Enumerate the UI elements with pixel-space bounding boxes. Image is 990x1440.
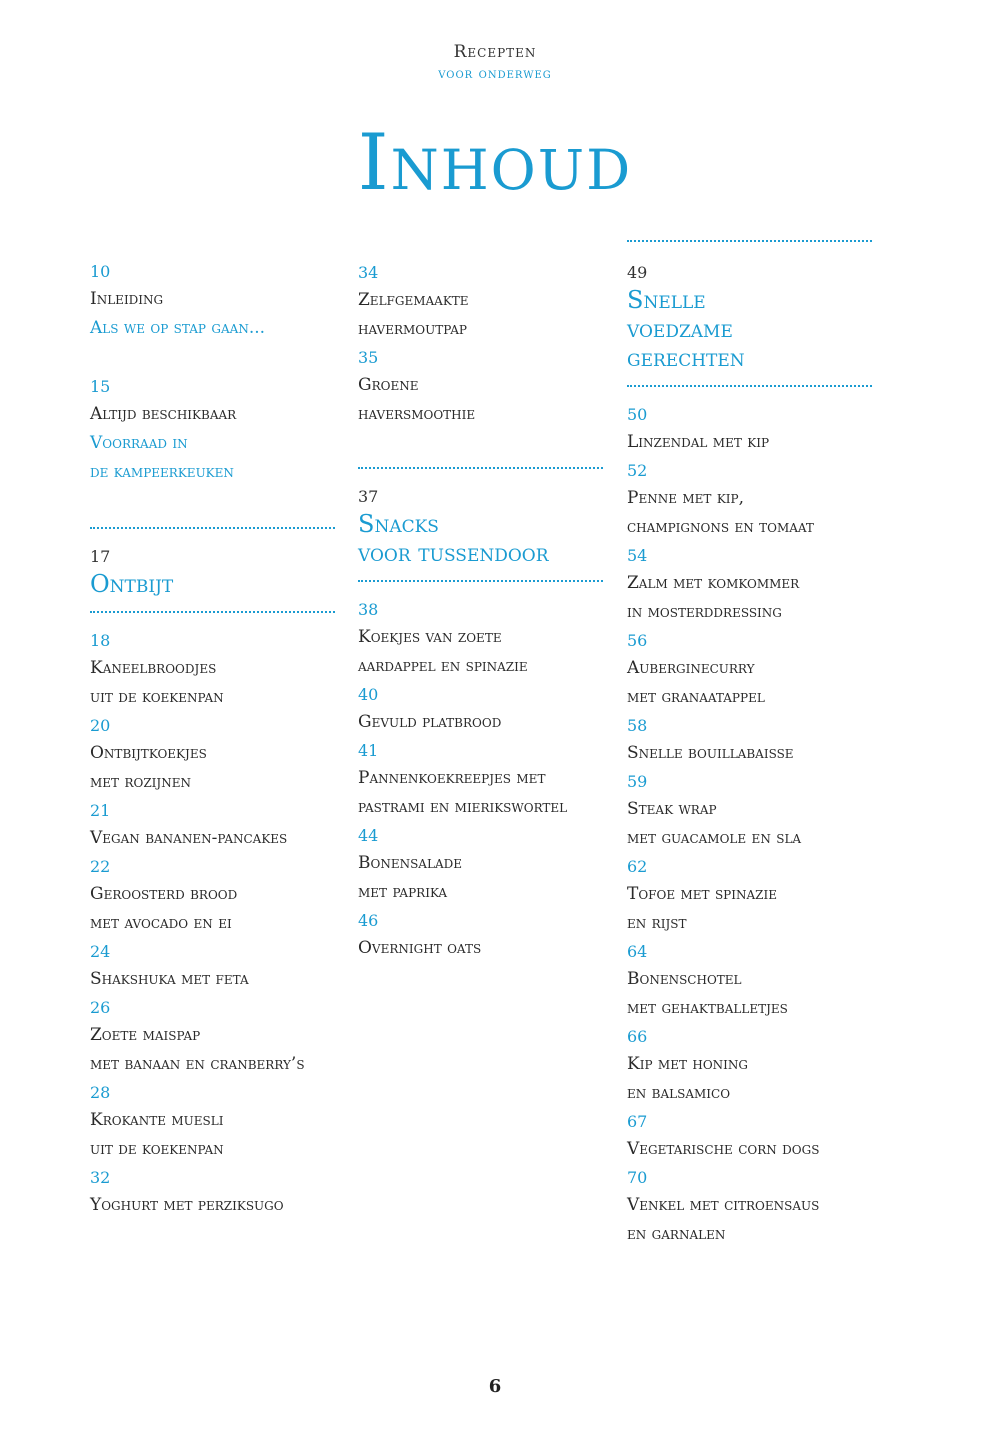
page-number: 34 bbox=[358, 263, 379, 282]
entry-title-line: met banaan en cranberry’s bbox=[90, 1054, 305, 1074]
page-title: Inhoud bbox=[357, 118, 633, 208]
page-number: 46 bbox=[358, 911, 379, 930]
page-number: 20 bbox=[90, 716, 111, 735]
entry-title-line: Zoete maispap bbox=[90, 1025, 201, 1045]
book-title: Recepten bbox=[453, 42, 537, 62]
toc-entry[interactable] bbox=[627, 712, 872, 768]
toc-entry[interactable] bbox=[90, 994, 335, 1079]
entry-title-line: Bonensalade bbox=[358, 853, 462, 873]
entry-title-line: champignons en tomaat bbox=[627, 517, 814, 537]
page-number: 54 bbox=[627, 546, 648, 565]
toc-entry[interactable] bbox=[627, 1164, 872, 1249]
page-number: 15 bbox=[90, 377, 111, 396]
entry-title-line: in mosterddressing bbox=[627, 602, 782, 622]
page-number: 24 bbox=[90, 942, 111, 961]
page-number: 37 bbox=[358, 487, 379, 506]
toc-entry[interactable] bbox=[358, 737, 603, 822]
toc-section-snacks[interactable] bbox=[358, 483, 603, 568]
page-number: 17 bbox=[90, 547, 111, 566]
toc-entry[interactable] bbox=[90, 853, 335, 938]
entry-title-line: uit de koekenpan bbox=[90, 687, 224, 707]
entry-title-line: Vegan bananen-pancakes bbox=[90, 828, 288, 848]
entry-title-line: Kaneelbroodjes bbox=[90, 658, 217, 678]
entry-title-line: Tofoe met spinazie bbox=[627, 884, 777, 904]
page-number: 58 bbox=[627, 716, 648, 735]
page-number-footer: 6 bbox=[488, 1376, 502, 1397]
page-number: 28 bbox=[90, 1083, 111, 1102]
toc-entry[interactable] bbox=[358, 681, 603, 737]
page-number: 67 bbox=[627, 1112, 648, 1131]
toc-entry[interactable] bbox=[358, 259, 603, 344]
entry-title-line: Kip met honing bbox=[627, 1054, 749, 1074]
page-number: 40 bbox=[358, 685, 379, 704]
toc-entry[interactable] bbox=[627, 542, 872, 627]
toc-column-2 bbox=[358, 259, 603, 963]
toc-entry[interactable] bbox=[358, 344, 603, 429]
toc-section-ontbijt[interactable] bbox=[90, 543, 335, 599]
entry-title-line: havermoutpap bbox=[358, 319, 467, 339]
section-title: Ontbijt bbox=[90, 570, 174, 598]
toc-section-snelle-gerechten[interactable] bbox=[627, 259, 872, 373]
entry-title-line: Gevuld platbrood bbox=[358, 712, 502, 732]
page-number: 50 bbox=[627, 405, 648, 424]
toc-entry[interactable] bbox=[627, 1023, 872, 1108]
toc-entry-stock[interactable] bbox=[90, 373, 335, 487]
entry-title-line: en rijst bbox=[627, 913, 687, 933]
toc-entry[interactable] bbox=[627, 627, 872, 712]
toc-entry[interactable] bbox=[90, 627, 335, 712]
page-number: 56 bbox=[627, 631, 648, 650]
toc-entry[interactable] bbox=[627, 457, 872, 542]
entry-title-line: Ontbijtkoekjes bbox=[90, 743, 207, 763]
book-subtitle: voor onderweg bbox=[438, 66, 552, 82]
entry-title-line: Yoghurt met perziksugo bbox=[90, 1195, 284, 1215]
entry-title-line: Koekjes van zoete bbox=[358, 627, 502, 647]
entry-title-line: met guacamole en sla bbox=[627, 828, 802, 848]
entry-title-line: Overnight oats bbox=[358, 938, 482, 958]
toc-entry-intro[interactable] bbox=[90, 258, 335, 343]
entry-title-line: haversmoothie bbox=[358, 404, 476, 424]
toc-entry[interactable] bbox=[90, 938, 335, 994]
section-title: gerechten bbox=[627, 344, 745, 372]
page-number: 21 bbox=[90, 801, 111, 820]
toc-entry[interactable] bbox=[90, 712, 335, 797]
entry-title-line: Linzendal met kip bbox=[627, 432, 770, 452]
toc-entry[interactable] bbox=[627, 1108, 872, 1164]
spacer bbox=[90, 343, 335, 373]
section-title: voor tussendoor bbox=[358, 539, 549, 567]
page-number: 32 bbox=[90, 1168, 111, 1187]
entry-title-line: Zalm met komkommer bbox=[627, 573, 800, 593]
page-number: 38 bbox=[358, 600, 379, 619]
entry-title: Inleiding bbox=[90, 289, 164, 309]
page-number: 70 bbox=[627, 1168, 648, 1187]
page-number: 22 bbox=[90, 857, 111, 876]
page-number: 64 bbox=[627, 942, 648, 961]
page-number: 49 bbox=[627, 263, 648, 282]
page-number: 26 bbox=[90, 998, 111, 1017]
entry-title-line: Auberginecurry bbox=[627, 658, 755, 678]
entry-title-line: uit de koekenpan bbox=[90, 1139, 224, 1159]
page-number: 59 bbox=[627, 772, 648, 791]
toc-entry[interactable] bbox=[627, 768, 872, 853]
page-number: 35 bbox=[358, 348, 379, 367]
toc-entry[interactable] bbox=[358, 822, 603, 907]
entry-title-line: Venkel met citroensaus bbox=[627, 1195, 820, 1215]
entry-title-line: Vegetarische corn dogs bbox=[627, 1139, 820, 1159]
entry-title-line: Steak wrap bbox=[627, 799, 717, 819]
toc-entry[interactable] bbox=[627, 401, 872, 457]
entry-title-line: met rozijnen bbox=[90, 772, 191, 792]
entry-title: Altijd beschikbaar bbox=[90, 404, 237, 424]
toc-column-3 bbox=[627, 240, 872, 1249]
entry-subtitle: Als we op stap gaan... bbox=[90, 318, 266, 338]
page-number: 52 bbox=[627, 461, 648, 480]
entry-title-line: Geroosterd brood bbox=[90, 884, 238, 904]
section-title: voedzame bbox=[627, 315, 733, 343]
entry-title-line: Shakshuka met feta bbox=[90, 969, 249, 989]
page-number: 18 bbox=[90, 631, 111, 650]
toc-column-1 bbox=[90, 258, 335, 1220]
entry-title-line: met paprika bbox=[358, 882, 448, 902]
entry-title-line: Pannenkoekreepjes met bbox=[358, 768, 546, 788]
entry-title-line: met avocado en ei bbox=[90, 913, 232, 933]
entry-title-line: met gehaktballetjes bbox=[627, 998, 788, 1018]
toc-entry[interactable] bbox=[358, 596, 603, 681]
book-header bbox=[0, 40, 990, 84]
entry-title-line: aardappel en spinazie bbox=[358, 656, 528, 676]
section-title: Snelle bbox=[627, 286, 706, 314]
entry-title-line: Zelfgemaakte bbox=[358, 290, 469, 310]
page-number: 62 bbox=[627, 857, 648, 876]
toc-entry[interactable] bbox=[90, 797, 335, 853]
entry-title-line: Groene bbox=[358, 375, 419, 395]
entry-title-line: met granaatappel bbox=[627, 687, 765, 707]
page-number: 66 bbox=[627, 1027, 648, 1046]
page-number: 44 bbox=[358, 826, 379, 845]
entry-subtitle: de kampeerkeuken bbox=[90, 462, 234, 482]
entry-title-line: Penne met kip, bbox=[627, 488, 744, 508]
toc-entry[interactable] bbox=[627, 938, 872, 1023]
entry-title-line: en garnalen bbox=[627, 1224, 726, 1244]
toc-entry[interactable] bbox=[90, 1164, 335, 1220]
page-number: 10 bbox=[90, 262, 111, 281]
entry-title-line: Krokante muesli bbox=[90, 1110, 224, 1130]
toc-entry[interactable] bbox=[90, 1079, 335, 1164]
section-title: Snacks bbox=[358, 510, 439, 538]
toc-entry[interactable] bbox=[627, 853, 872, 938]
entry-title-line: en balsamico bbox=[627, 1083, 731, 1103]
toc-entry[interactable] bbox=[358, 907, 603, 963]
entry-title-line: Snelle bouillabaisse bbox=[627, 743, 794, 763]
entry-title-line: Bonenschotel bbox=[627, 969, 742, 989]
page-number: 41 bbox=[358, 741, 379, 760]
entry-title-line: pastrami en mierikswortel bbox=[358, 797, 568, 817]
entry-subtitle: Voorraad in bbox=[90, 433, 188, 453]
